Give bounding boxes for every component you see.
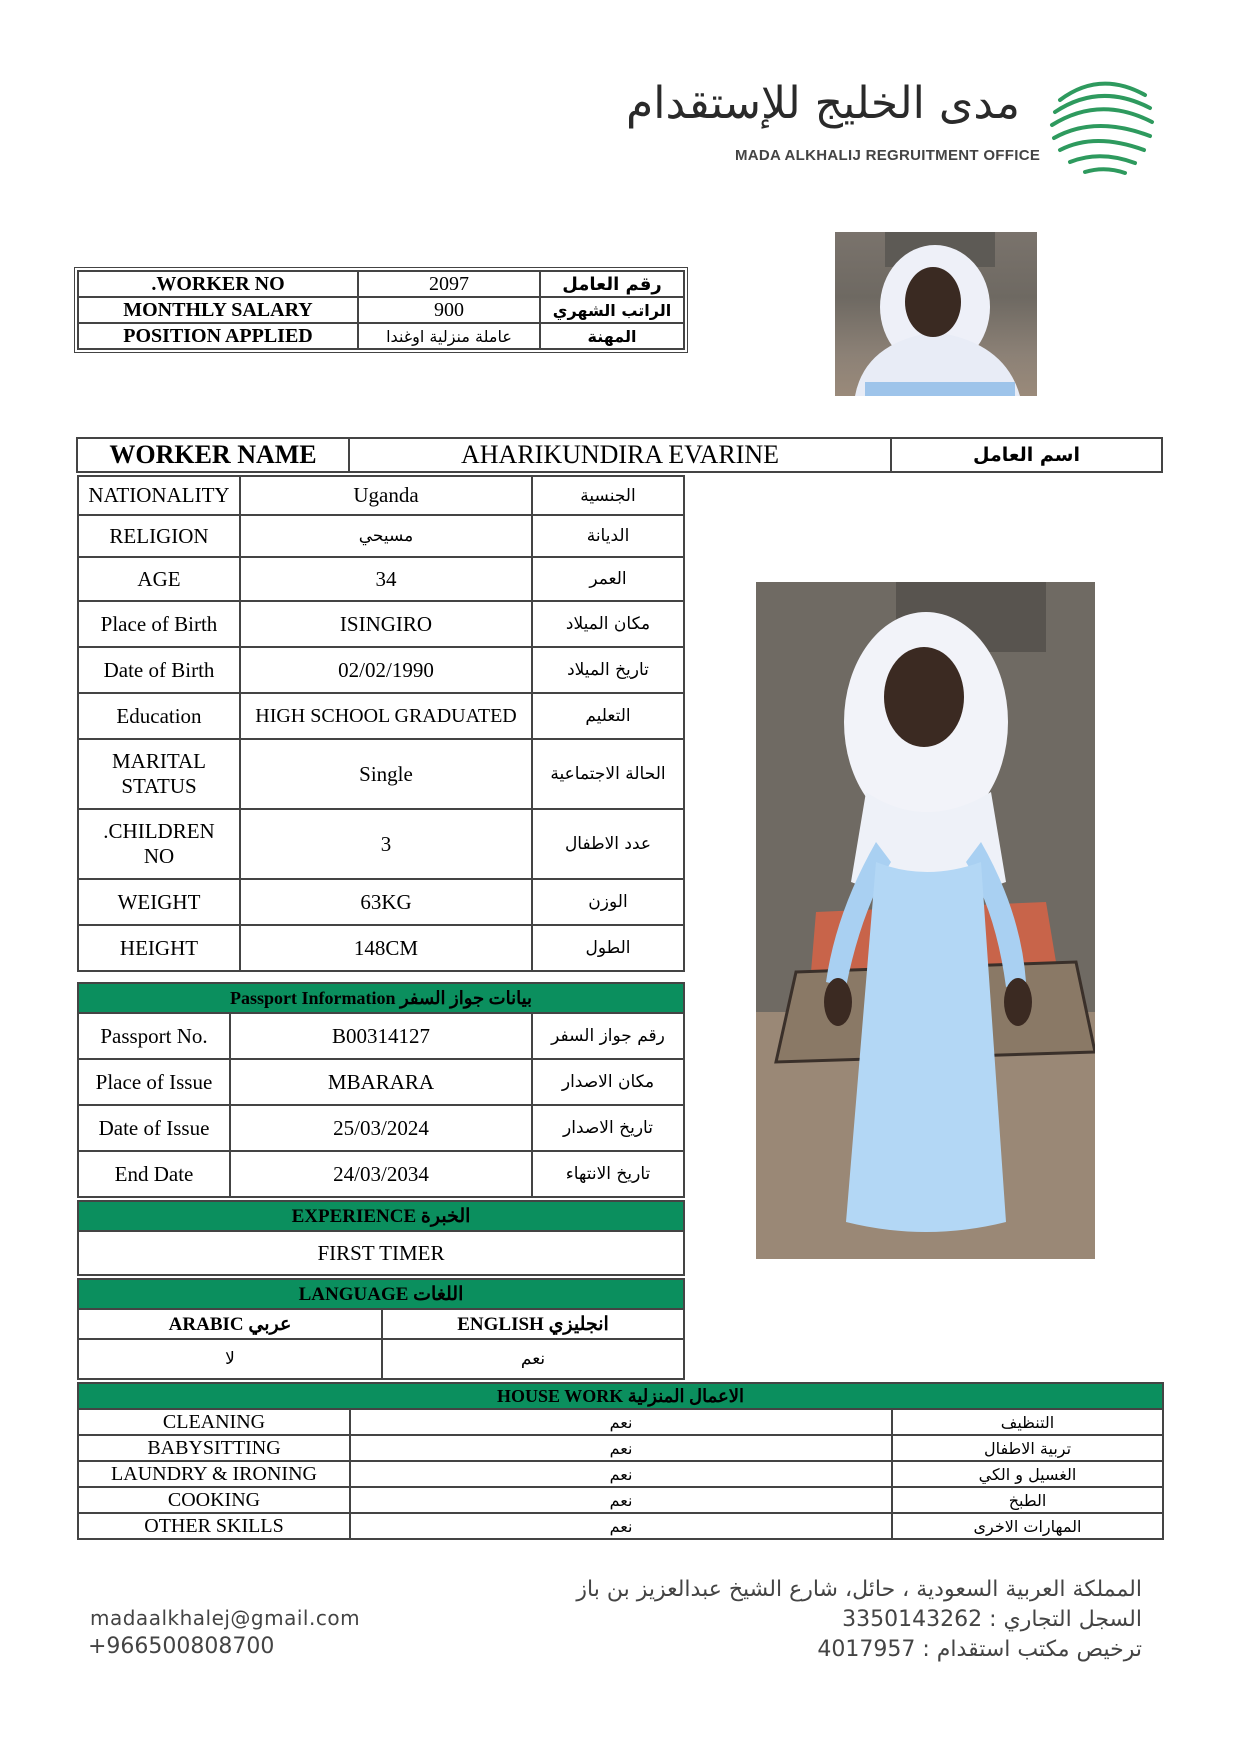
house-work-label-en: OTHER SKILLS <box>78 1513 350 1539</box>
passport-value: 25/03/2024 <box>230 1105 532 1151</box>
house-work-label-en: BABYSITTING <box>78 1435 350 1461</box>
house-work-label-ar: تربية الاطفال <box>892 1435 1163 1461</box>
worker-name-label-ar: اسم العامل <box>891 438 1162 472</box>
passport-label-en: Place of Issue <box>78 1059 230 1105</box>
passport-label-en: Date of Issue <box>78 1105 230 1151</box>
summary-row <box>78 323 684 349</box>
passport-value: MBARARA <box>230 1059 532 1105</box>
detail-label-en: Education <box>78 693 240 739</box>
language-values-row <box>78 1339 684 1379</box>
experience-value: FIRST TIMER <box>78 1231 684 1275</box>
house-work-value: نعم <box>350 1487 892 1513</box>
detail-row <box>78 515 684 557</box>
passport-row <box>78 1105 684 1151</box>
experience-row <box>78 1231 684 1275</box>
summary-value: 900 <box>358 297 540 323</box>
summary-label-ar: الراتب الشهري <box>540 297 684 323</box>
worker-full-body-photo <box>756 582 1095 1259</box>
worker-name-value: AHARIKUNDIRA EVARINE <box>349 438 891 472</box>
detail-label-ar: التعليم <box>532 693 684 739</box>
detail-row <box>78 601 684 647</box>
detail-label-ar: تاريخ الميلاد <box>532 647 684 693</box>
passport-header-row <box>78 983 684 1013</box>
passport-label-ar: رقم جواز السفر <box>532 1013 684 1059</box>
house-work-value: نعم <box>350 1409 892 1435</box>
detail-label-en: NATIONALITY <box>78 476 240 515</box>
detail-value: 3 <box>240 809 532 879</box>
logo-emblem-icon <box>1040 70 1160 185</box>
house-work-value: نعم <box>350 1513 892 1539</box>
logo-english-text: MADA ALKHALIJ REGRUITMENT OFFICE <box>735 147 1041 164</box>
footer-phone: +966500808700 <box>88 1634 275 1659</box>
detail-label-en: MARITAL STATUS <box>78 739 240 809</box>
summary-row <box>78 271 684 297</box>
detail-row <box>78 557 684 601</box>
footer-license: ترخيص مكتب استقدام : 4017957 <box>817 1637 1142 1662</box>
worker-name-table <box>76 437 1163 473</box>
experience-header: EXPERIENCE الخبرة <box>78 1201 684 1231</box>
detail-label-en: RELIGION <box>78 515 240 557</box>
detail-row <box>78 925 684 971</box>
detail-value: 148CM <box>240 925 532 971</box>
detail-value: ISINGIRO <box>240 601 532 647</box>
language-header: LANGUAGE اللغات <box>78 1279 684 1309</box>
detail-value: HIGH SCHOOL GRADUATED <box>240 693 532 739</box>
experience-header-row <box>78 1201 684 1231</box>
detail-label-ar: مكان الميلاد <box>532 601 684 647</box>
house-work-row <box>78 1487 1163 1513</box>
detail-label-ar: الديانة <box>532 515 684 557</box>
detail-label-en: AGE <box>78 557 240 601</box>
house-work-header-row <box>78 1383 1163 1409</box>
house-work-row <box>78 1513 1163 1539</box>
house-work-label-ar: الطبخ <box>892 1487 1163 1513</box>
passport-label-ar: مكان الاصدار <box>532 1059 684 1105</box>
house-work-value: نعم <box>350 1435 892 1461</box>
passport-label-en: Passport No. <box>78 1013 230 1059</box>
detail-label-ar: عدد الاطفال <box>532 809 684 879</box>
summary-value: 2097 <box>358 271 540 297</box>
detail-value: Single <box>240 739 532 809</box>
house-work-label-en: LAUNDRY & IRONING <box>78 1461 350 1487</box>
detail-label-en: WEIGHT <box>78 879 240 925</box>
house-work-label-ar: الغسيل و الكي <box>892 1461 1163 1487</box>
detail-value: 63KG <box>240 879 532 925</box>
language-header-row <box>78 1279 684 1309</box>
logo <box>626 70 1160 185</box>
house-work-row <box>78 1409 1163 1435</box>
passport-table <box>77 982 685 1198</box>
summary-label-ar: المهنة <box>540 323 684 349</box>
detail-row <box>78 476 684 515</box>
language-table <box>77 1278 685 1380</box>
footer-address: المملكة العربية السعودية ، حائل، شارع الشيخ عبدالعزيز بن باز <box>576 1577 1142 1602</box>
summary-label-en: MONTHLY SALARY <box>78 297 358 323</box>
summary-value: عاملة منزلية اوغندا <box>358 323 540 349</box>
summary-table <box>77 270 685 350</box>
passport-value: B00314127 <box>230 1013 532 1059</box>
detail-label-ar: العمر <box>532 557 684 601</box>
detail-label-ar: الوزن <box>532 879 684 925</box>
logo-arabic-text: مدى الخليج للإستقدام <box>626 78 1020 129</box>
experience-table <box>77 1200 685 1276</box>
passport-label-en: End Date <box>78 1151 230 1197</box>
passport-row <box>78 1013 684 1059</box>
language-labels-row <box>78 1309 684 1339</box>
house-work-label-ar: التنظيف <box>892 1409 1163 1435</box>
language-arabic-label: ARABIC عربي <box>78 1309 382 1339</box>
detail-label-en: Date of Birth <box>78 647 240 693</box>
summary-label-en: POSITION APPLIED <box>78 323 358 349</box>
language-arabic-value: لا <box>78 1339 382 1379</box>
detail-value: 02/02/1990 <box>240 647 532 693</box>
house-work-table <box>77 1382 1164 1540</box>
passport-label-ar: تاريخ الانتهاء <box>532 1151 684 1197</box>
language-english-value: نعم <box>382 1339 684 1379</box>
detail-row <box>78 879 684 925</box>
worker-name-label-en: WORKER NAME <box>77 438 349 472</box>
detail-value: مسيحي <box>240 515 532 557</box>
detail-row <box>78 739 684 809</box>
house-work-row <box>78 1461 1163 1487</box>
summary-label-en: .WORKER NO <box>78 271 358 297</box>
passport-row <box>78 1151 684 1197</box>
detail-label-en: Place of Birth <box>78 601 240 647</box>
details-table <box>77 475 685 972</box>
worker-name-row <box>77 438 1162 472</box>
detail-label-ar: الحالة الاجتماعية <box>532 739 684 809</box>
detail-row <box>78 809 684 879</box>
passport-header: Passport Information بيانات جواز السفر <box>78 983 684 1013</box>
detail-label-ar: الطول <box>532 925 684 971</box>
footer-commercial-register: السجل التجاري : 3350143262 <box>842 1607 1142 1632</box>
house-work-header: HOUSE WORK الاعمال المنزلية <box>78 1383 1163 1409</box>
language-english-label: ENGLISH انجليزي <box>382 1309 684 1339</box>
detail-row <box>78 647 684 693</box>
detail-label-en: HEIGHT <box>78 925 240 971</box>
detail-row <box>78 693 684 739</box>
detail-label-ar: الجنسية <box>532 476 684 515</box>
house-work-label-en: CLEANING <box>78 1409 350 1435</box>
house-work-label-en: COOKING <box>78 1487 350 1513</box>
house-work-row <box>78 1435 1163 1461</box>
worker-portrait-photo <box>835 232 1037 396</box>
passport-value: 24/03/2034 <box>230 1151 532 1197</box>
summary-label-ar: رقم العامل <box>540 271 684 297</box>
passport-row <box>78 1059 684 1105</box>
detail-label-en: .CHILDREN NO <box>78 809 240 879</box>
house-work-label-ar: المهارات الاخرى <box>892 1513 1163 1539</box>
summary-row <box>78 297 684 323</box>
detail-value: 34 <box>240 557 532 601</box>
detail-value: Uganda <box>240 476 532 515</box>
passport-label-ar: تاريخ الاصدار <box>532 1105 684 1151</box>
footer-email: madaalkhalej@gmail.com <box>90 1606 361 1630</box>
house-work-value: نعم <box>350 1461 892 1487</box>
